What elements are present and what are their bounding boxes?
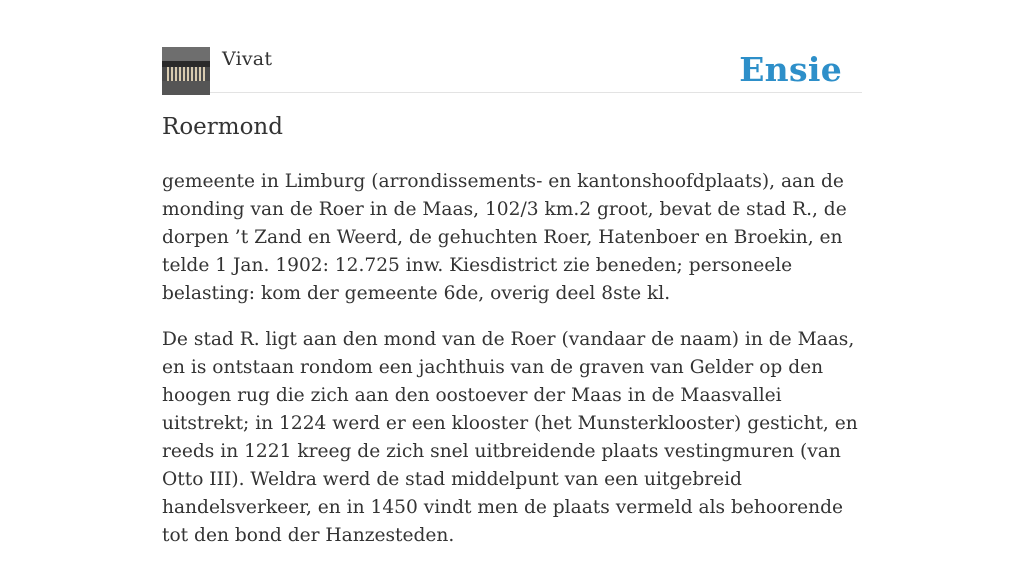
article-paragraph: De stad R. ligt aan den mond van de Roer (vandaar de naam) in de Maas, en is ontstaan rondom een jachthuis van de graven van Gelder op den hoogen rug die zich aan den oostoever der Maas in de Maasvallei uitstrekt; in 1224 werd er een klooster (het Munsterklooster) gesticht, en reeds in 1221 kreeg de zich snel uitbreidende plaats vestingmuren (van Otto III). Weldra werd de stad middelpunt van een uitgebreid handelsverkeer, en in 1450 vindt men de plaats vermeld als behoorende tot den bond der Hanzesteden. [162, 329, 858, 546]
brand-logo-link[interactable]: Ensie [739, 50, 842, 89]
article-paragraph: gemeente in Limburg (arrondissements- en kantonshoofdplaats), aan de monding van de Roer in de Maas, 102/3 km.2 groot, bevat de stad R., de dorpen ’t Zand en Weerd, de gehuchten Roer, Hatenboer en Broekin, en telde 1 Jan. 1902: 12.725 inw. Kiesdistrict zie beneden; personeele belasting: kom der gemeente 6de, overig deel 8ste kl. [162, 171, 847, 304]
article-body [162, 168, 866, 568]
books-avatar-icon [162, 47, 210, 95]
author-avatar[interactable] [162, 47, 210, 95]
page-header [162, 44, 862, 93]
author-name[interactable]: Vivat [222, 48, 273, 70]
page-title: Roermond [162, 114, 283, 140]
